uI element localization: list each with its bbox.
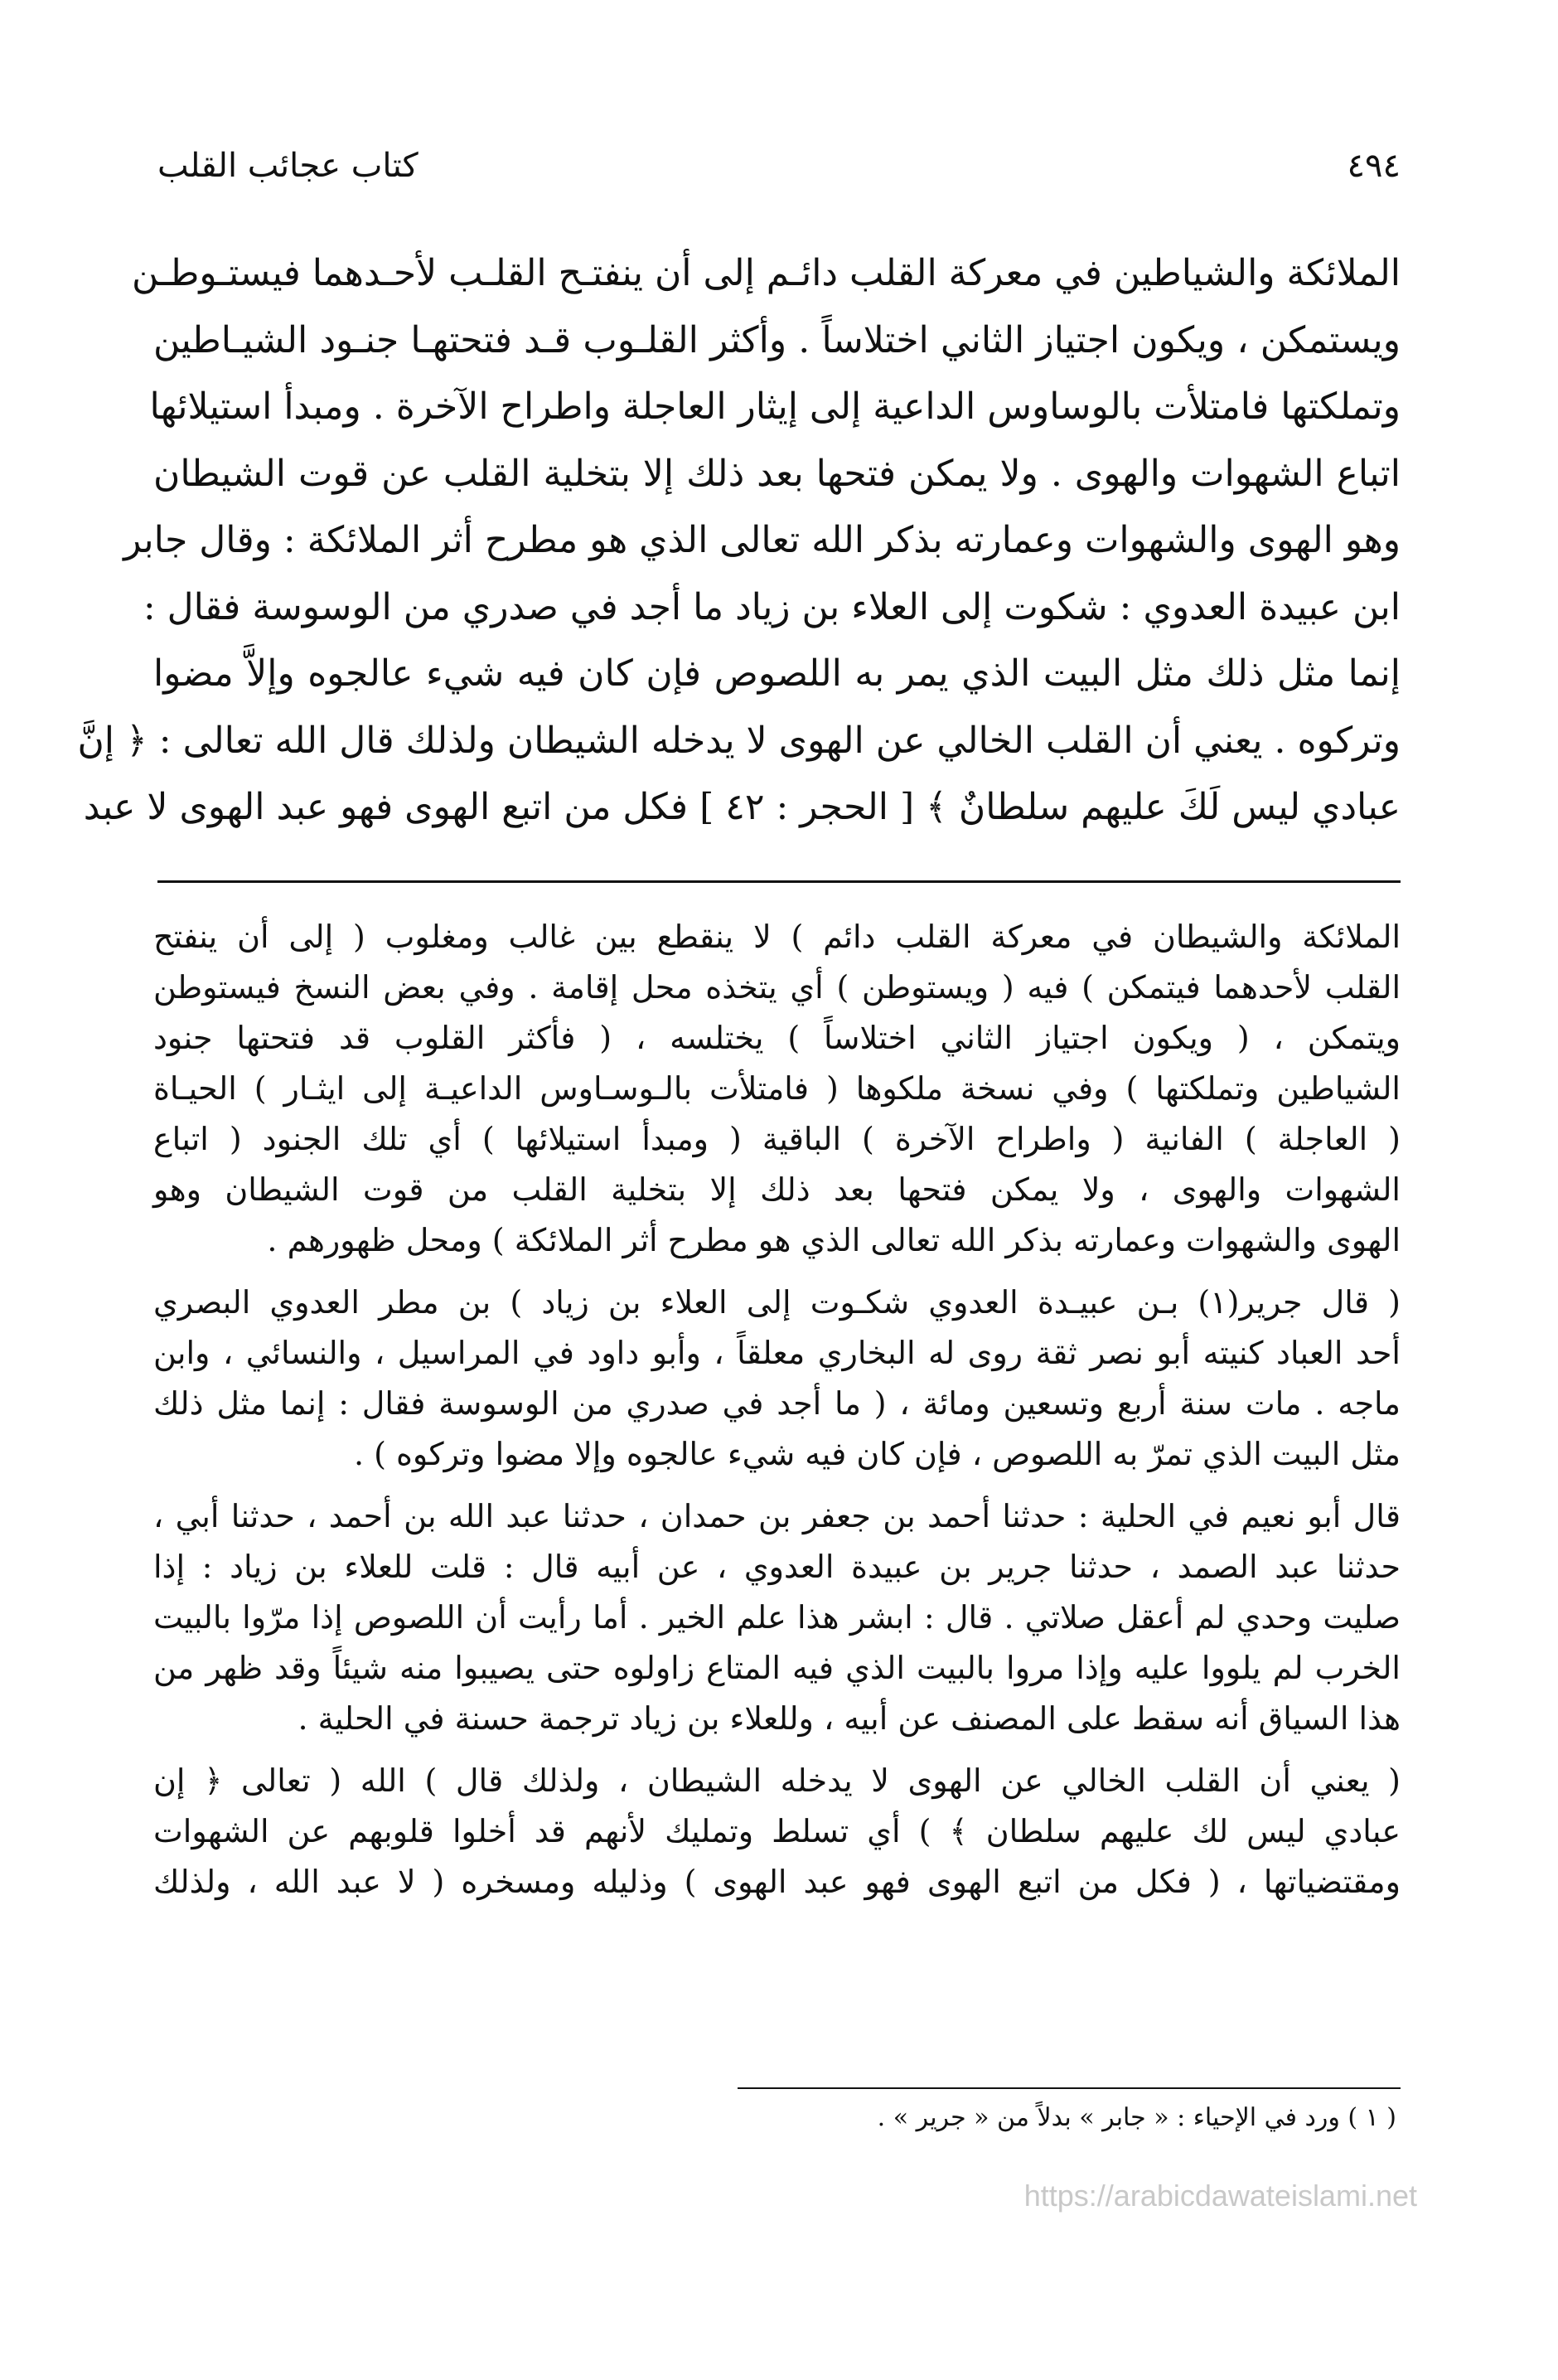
page-header xyxy=(157,137,1401,195)
main-text-line: ويستمكن ، ويكون اجتياز الثاني اختلاساً . وأكثر القلـوب قـد فتحتهـا جنـود الشيـاطين xyxy=(153,318,1401,361)
footnote: ( ١ ) ورد في الإحياء : « جابر » بدلاً من « جرير » . xyxy=(877,2103,1396,2132)
main-text-line: الملائكة والشياطين في معركة القلب دائـم إلى أن ينفتـح القلـب لأحـدهما فيستـوطـن xyxy=(131,252,1401,294)
commentary-line: حدثنا عبد الصمد ، حدثنا جرير بن عبيدة العدوي ، عن أبيه قال : قلت للعلاء بن زياد : إذا xyxy=(153,1549,1401,1585)
commentary-line: ( قال جرير(١) بـن عبيـدة العدوي شكـوت إلى العلاء بن زياد ) بن مطر العدوي البصري xyxy=(153,1284,1401,1321)
commentary-paragraph xyxy=(153,1756,1401,1907)
commentary-line: ماجه . مات سنة أربع وتسعين ومائة ، ( ما أجد في صدري من الوسوسة فقال : إنما مثل ذلك xyxy=(153,1385,1401,1422)
main-text-line: إنما مثل ذلك مثل البيت الذي يمر به اللصوص فإن كان فيه شيء عالجوه وإلاَّ مضوا xyxy=(153,652,1401,695)
commentary-line: قال أبو نعيم في الحلية : حدثنا أحمد بن جعفر بن حمدان ، حدثنا عبد الله بن أحمد ، حدثنا أبي ، xyxy=(153,1498,1401,1534)
watermark-url: https://arabicdawateislami.net xyxy=(1023,2179,1417,2213)
page-number: ٤٩٤ xyxy=(1347,147,1401,185)
commentary-line: القلب لأحدهما فيتمكن ) فيه ( ويستوطن ) أي يتخذه محل إقامة . وفي بعض النسخ فيستوطن xyxy=(153,969,1401,1006)
commentary-line: صليت وحدي لم أعقل صلاتي . قال : ابشر هذا علم الخير . أما رأيت أن اللصوص إذا مرّوا بالبيت xyxy=(153,1599,1401,1636)
commentary-line: الشياطين وتملكتها ) وفي نسخة ملكوها ( فامتلأت بالـوسـاوس الداعيـة إلى ايثـار ) الحيـاة xyxy=(153,1070,1401,1107)
commentary-line: ومقتضياتها ، ( فكل من اتبع الهوى فهو عبد الهوى ) وذليله ومسخره ( لا عبد الله ، ولذلك xyxy=(153,1864,1401,1900)
main-text-line: وتملكتها فامتلأت بالوساوس الداعية إلى إيثار العاجلة واطراح الآخرة . ومبدأ استيلائها xyxy=(149,385,1401,428)
commentary-line: الملائكة والشيطان في معركة القلب دائم ) لا ينقطع بين غالب ومغلوب ( إلى أن ينفتح xyxy=(153,919,1401,955)
book-title: كتاب عجائب القلب xyxy=(157,147,419,185)
commentary xyxy=(153,912,1401,1919)
commentary-line: أحد العباد كنيته أبو نصر ثقة روى له البخاري معلقاً ، وأبو داود في المراسيل ، والنسائي ، وابن xyxy=(153,1335,1401,1371)
commentary-line: عبادي ليس لك عليهم سلطان ﴾ ) أي تسلط وتمليك لأنهم قد أخلوا قلوبهم عن الشهوات xyxy=(153,1813,1401,1849)
commentary-line: الخرب لم يلووا عليه وإذا مروا بالبيت الذي فيه المتاع زاولوه حتى يصيبوا منه شيئاً وقد ظهر من xyxy=(153,1650,1401,1686)
main-text-line: وهو الهوى والشهوات وعمارته بذكر الله تعالى الذي هو مطرح أثر الملائكة : وقال جابر xyxy=(123,519,1401,561)
main-text-line: ابن عبيدة العدوي : شكوت إلى العلاء بن زياد ما أجد في صدري من الوسوسة فقال : xyxy=(143,585,1401,628)
commentary-line: ( العاجلة ) الفانية ( واطراح الآخرة ) الباقية ( ومبدأ استيلائها ) أي تلك الجنود ( اتباع xyxy=(153,1121,1401,1157)
main-text-line: عبادي ليس لَكَ عليهم سلطانٌ ﴾ [ الحجر : ٤٢ ] فكل من اتبع الهوى فهو عبد الهوى لا عبد xyxy=(83,786,1401,828)
commentary-line: هذا السياق أنه سقط على المصنف عن أبيه ، وللعلاء بن زياد ترجمة حسنة في الحلية . xyxy=(298,1700,1401,1737)
main-text-line: اتباع الشهوات والهوى . ولا يمكن فتحها بعد ذلك إلا بتخلية القلب عن قوت الشيطان xyxy=(153,452,1401,495)
commentary-line: الشهوات والهوى ، ولا يمكن فتحها بعد ذلك إلا بتخلية القلب من قوت الشيطان وهو xyxy=(153,1171,1401,1208)
commentary-line: ( يعني أن القلب الخالي عن الهوى لا يدخله الشيطان ، ولذلك قال ) الله ( تعالى ﴿ إن xyxy=(153,1762,1401,1799)
commentary-paragraph xyxy=(153,1277,1401,1480)
footnote-divider xyxy=(738,2087,1401,2089)
main-text xyxy=(77,240,1401,841)
main-text-line: وتركوه . يعني أن القلب الخالي عن الهوى لا يدخله الشيطان ولذلك قال الله تعالى : ﴿ إنَّ xyxy=(77,719,1401,762)
commentary-line: مثل البيت الذي تمرّ به اللصوص ، فإن كان فيه شيء عالجوه وإلا مضوا وتركوه ) . xyxy=(353,1436,1401,1472)
commentary-line: ويتمكن ، ( ويكون اجتياز الثاني اختلاساً ) يختلسه ، ( فأكثر القلوب قد فتحتها جنود xyxy=(153,1020,1401,1056)
section-divider xyxy=(157,880,1401,883)
commentary-paragraph xyxy=(153,912,1401,1266)
commentary-paragraph xyxy=(153,1491,1401,1744)
commentary-line: الهوى والشهوات وعمارته بذكر الله تعالى الذي هو مطرح أثر الملائكة ) ومحل ظهورهم . xyxy=(267,1222,1401,1258)
